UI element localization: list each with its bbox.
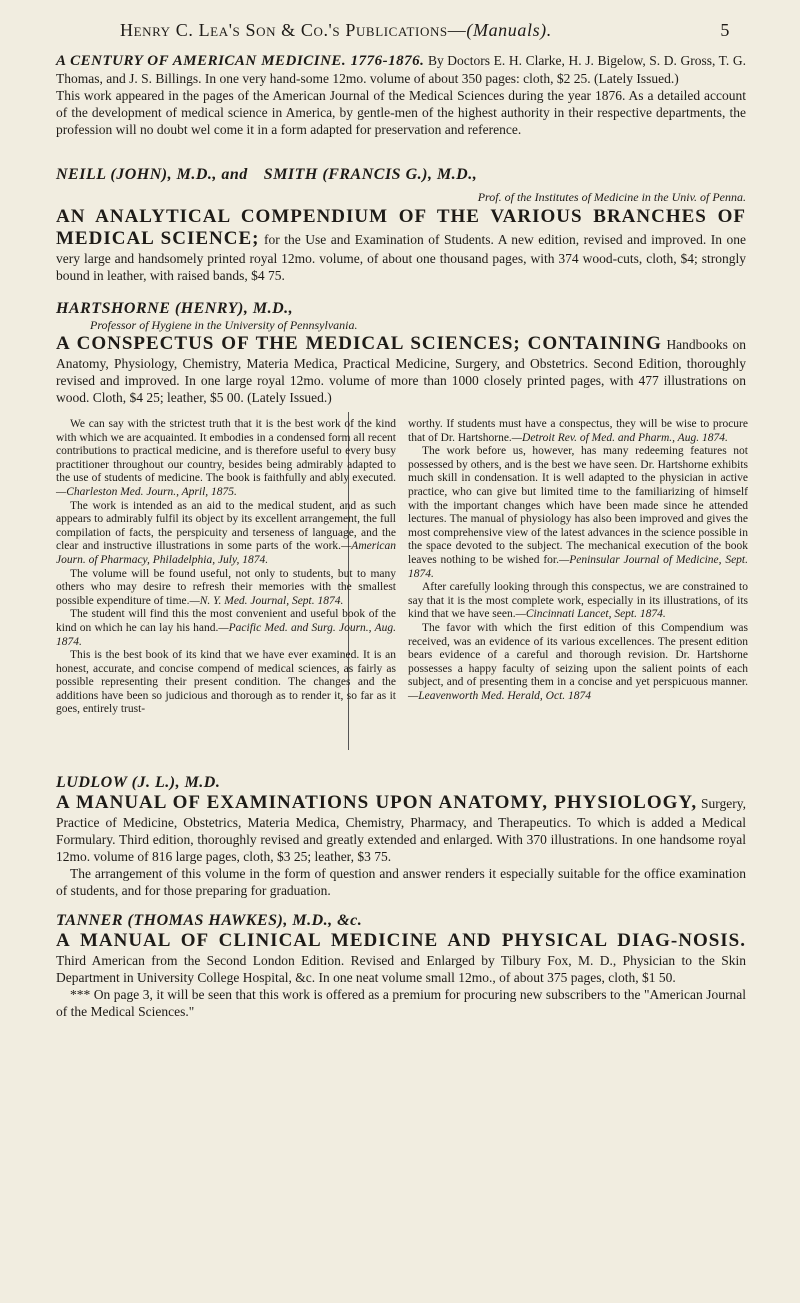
entry-analytical-compendium — [56, 166, 746, 284]
entry4-body2: The arrangement of this volume in the form of question and answer renders it especially suitable for the office examination of students, and for those preparing for graduation. — [56, 866, 746, 898]
review-paragraph — [56, 649, 396, 717]
review-paragraph — [408, 445, 748, 581]
review-source: —N. Y. Med. Journal, Sept. 1874. — [189, 594, 344, 607]
entry-conspectus — [56, 300, 746, 406]
entry5-note: *** On page 3, it will be seen that this work is offered as a premium for procuring new subscribers to the "American Journal of the Medical Sciences." — [56, 987, 746, 1019]
entry5-body: Third American from the Second London Edition. Revised and Enlarged by Tilbury Fox, M. D., Physician to the Skin Department in University College Hospital, &c. In one neat volume small 12mo., of about 375 pages, cloth, $1 50. — [56, 953, 746, 985]
page-number: 5 — [720, 20, 730, 40]
entry1-body: This work appeared in the pages of the American Journal of the Medical Sciences during the year 1876. As a detailed account of the development of medical science in America, by gentle-men of the highest authority in their respective departments, the profession will no doubt wel come it in a form adapted for preservation and reference. — [56, 88, 746, 137]
entry3-body: Handbooks on Anatomy, Physiology, Chemistry, Materia Medica, Practical Medicine, Surgery, and Obstetrics. Second Edition, thoroughly revised and improved. In one large royal 12mo. volume of more than 1000 closely printed pages, with 477 illustrations on wood. Cloth, $4 25; leather, $5 00. (Lately Issued.) — [56, 337, 746, 405]
review-text: The student will find this the most convenient and useful book of the kind on which he can lay his hand. — [56, 608, 396, 634]
section-name: (Manuals). — [466, 20, 552, 40]
entry1-title: CENTURY OF AMERICAN MEDICINE. 1776-1876. — [70, 53, 425, 69]
review-source: —Charleston Med. Journ., April, 1875. — [56, 485, 237, 498]
review-text: After carefully looking through this conspectus, we are constrained to say that it is the most complete work, especially in its illustrations, of its kind that we have seen. — [408, 581, 748, 621]
entry2-authors — [56, 166, 746, 206]
entry2-affiliation: Prof. of the Institutes of Medicine in the Univ. of Penna. — [477, 190, 746, 204]
review-text: worthy. If students must have a conspectus, they will be wise to procure that of Dr. Hartshorne. — [408, 418, 748, 444]
entry4-author: LUDLOW (J. L.), M.D. — [56, 774, 221, 791]
review-text: The work before us, however, has many redeeming features not possessed by others, and is the best we have seen. Dr. Hartshorne exhibits much skill in condensation. It is well adapted to the physician in active practice, who can give but limited time to the familiarizing of himself with the important changes which have been made since he attended lectures. The manual of physiology has also been improved and gives the most comprehensive view of the latest advances in the science possible in the space devoted to the subject. The mechanical execution of the book leaves nothing to be wished for. — [408, 445, 748, 566]
entry3-affiliation: Professor of Hygiene in the University of Pennsylvania. — [90, 318, 358, 332]
entry2-author2: SMITH (FRANCIS G.), M.D., — [263, 166, 478, 183]
entry-manual-examinations — [56, 774, 746, 899]
reviews-left-column — [56, 418, 396, 717]
entry4-title: A MANUAL OF EXAMINATIONS UPON ANATOMY, PHYSIOLOGY, — [56, 792, 698, 813]
review-paragraph — [408, 581, 748, 622]
review-text: This is the best book of its kind that we have ever examined. It is an honest, accurate, and concise compend of medical sciences, as fairly as possible representing their present condition. The changes and the additions have been so judicious and thorough as to render it, so far as it goes, entirely trust- — [56, 649, 396, 716]
review-text: The work is intended as an aid to the medical student, and as such appears to admirably fulfil its object by its excellent arrangement, the full compilation of facts, the perspicuity and terseness of language, and the clear and instructive illustrations in some parts of the work. — [56, 499, 396, 553]
entry1-initial: A — [56, 53, 67, 69]
review-source: —Cincinnati Lancet, Sept. 1874. — [515, 608, 666, 621]
entry3-title: A CONSPECTUS OF THE MEDICAL SCIENCES; CONTAINING — [56, 333, 662, 354]
review-source: —Peninsular Journal of Medicine, Sept. 1874. — [408, 553, 748, 580]
entry2-desc — [56, 206, 746, 284]
entry-century-medicine — [56, 52, 746, 138]
review-text: The favor with which the first edition of this Compendium was received, was an evidence of its various excellences. The present edition bears evidence of a careful and thorough revision. Dr. Hartshorne possesses a happy faculty of seizing upon the salient points of each subject, and of presenting them in a concise and yet perspicuous manner. — [408, 621, 748, 689]
review-paragraph — [56, 608, 396, 649]
entry5-desc — [56, 930, 746, 986]
entry5-title: A MANUAL OF CLINICAL MEDICINE AND PHYSICAL DIAG-NOSIS. — [56, 930, 746, 951]
review-text: We can say with the strictest truth that it is the best work of the kind with which we are acquainted. It embodies in a condensed form all recent contributions to practical medicine, and is therefore useful to every busy practitioner throughout our country, besides being admirably adapted to the use of students of medicine. The book is faithfully and ably executed. — [56, 418, 396, 485]
review-source: —Leavenworth Med. Herald, Oct. 1874 — [408, 689, 592, 702]
review-paragraph — [56, 418, 396, 500]
review-text: The volume will be found useful, not only to students, but to many others who may desire to refresh their memories with the smallest possible expenditure of time. — [56, 567, 396, 607]
entry2-title: AN ANALYTICAL COMPENDIUM OF THE VARIOUS BRANCHES OF MEDICAL SCIENCE; — [56, 206, 746, 249]
entry5-author: TANNER (THOMAS HAWKES), M.D., &c. — [56, 912, 363, 929]
review-source: —American Journ. of Pharmacy, Philadelphia, July, 1874. — [56, 540, 396, 566]
entry-clinical-medicine — [56, 912, 746, 1020]
review-source: —Detroit Rev. of Med. and Pharm., Aug. 1874. — [511, 431, 728, 444]
entry1-desc — [56, 52, 746, 87]
review-paragraph — [56, 500, 396, 568]
entry4-body: Surgery, Practice of Medicine, Obstetrics, Materia Medica, Chemistry, Pharmacy, and Therapeutics. To which is added a Medical Formulary. Third edition, thoroughly revised and greatly extended and enlarged. With 370 illustrations. In one handsome royal 12mo. volume of 816 large pages, cloth, $3 25; leather, $3 75. — [56, 796, 746, 864]
publisher-name: Henry C. Lea's Son & Co.'s Publications — [120, 20, 448, 40]
review-paragraph — [408, 418, 748, 445]
entry3-author: HARTSHORNE (HENRY), M.D., — [56, 300, 294, 317]
entry1-text: By Doctors E. H. Clarke, H. J. Bigelow, S. D. Gross, T. G. Thomas, and J. S. Billings. In one very hand-some 12mo. volume of about 350 pages: cloth, $2 25. (Lately Issued.) — [56, 53, 747, 86]
page-header: Henry C. Lea's Son & Co.'s Publications—(Manuals). 5 — [120, 20, 730, 40]
review-source: —Pacific Med. and Surg. Journ., Aug. 1874. — [56, 621, 396, 648]
review-paragraph — [56, 568, 396, 609]
review-paragraph — [408, 622, 748, 704]
entry3-desc — [56, 333, 746, 406]
entry4-desc — [56, 792, 746, 865]
entry2-body: for the Use and Examination of Students. A new edition, revised and improved. In one very large and handsomely printed royal 12mo. volume, of about one thousand pages, with 374 wood-cuts, cloth, $4; strongly bound in leather, with raised bands, $4 75. — [56, 232, 746, 283]
reviews-right-column — [408, 418, 748, 703]
entry2-author1: NEILL (JOHN), M.D., and — [56, 166, 248, 183]
